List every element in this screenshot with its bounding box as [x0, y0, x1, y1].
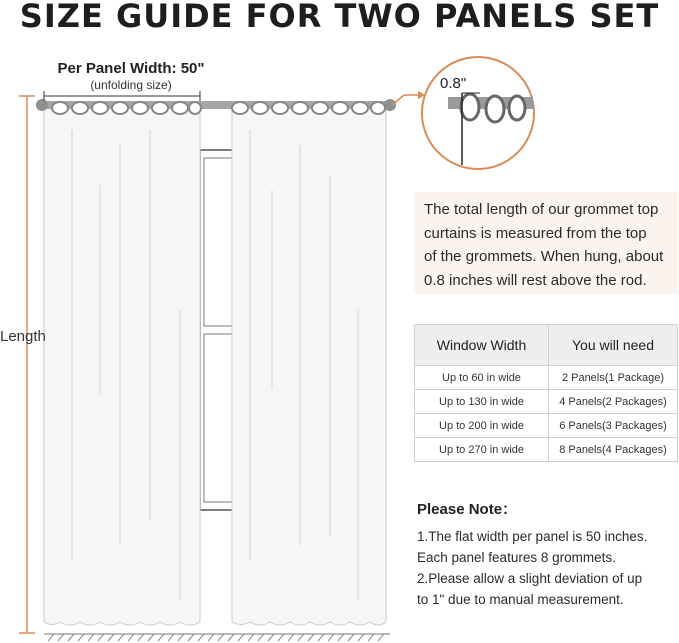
grommet-offset-label: 0.8" — [440, 75, 467, 92]
table-row — [415, 390, 678, 414]
table-row — [415, 414, 678, 438]
length-label: Length — [0, 328, 46, 345]
description-line: 0.8 inches will rest above the rod. — [424, 271, 647, 289]
left-curtain-panel — [44, 106, 200, 625]
length-description — [414, 192, 678, 294]
table-cell: 2 Panels(1 Package) — [549, 366, 678, 390]
table-row — [415, 366, 678, 390]
column-header-window-width: Window Width — [415, 325, 549, 366]
page-title: SIZE GUIDE FOR TWO PANELS SET — [19, 0, 660, 35]
table-cell: 4 Panels(2 Packages) — [549, 390, 678, 414]
table-cell: 6 Panels(3 Packages) — [549, 414, 678, 438]
grommet-row-left — [52, 102, 201, 114]
table-header-row — [415, 325, 678, 366]
table-cell: Up to 270 in wide — [415, 438, 549, 462]
table-row — [415, 438, 678, 462]
description-line: curtains is measured from the top — [424, 224, 647, 242]
description-line: of the grommets. When hung, about — [424, 248, 664, 265]
window-frame — [200, 150, 236, 510]
panel-width-label: Per Panel Width: 50" — [57, 60, 205, 77]
floor-hatching — [44, 634, 390, 641]
note-1 — [417, 526, 679, 568]
length-dimension-line — [19, 96, 35, 633]
right-curtain-panel — [232, 106, 386, 625]
note-2 — [417, 568, 679, 610]
panel-size-table — [414, 324, 678, 462]
table-cell: Up to 60 in wide — [415, 366, 549, 390]
note-line: to 1" due to manual measurement. — [417, 592, 624, 607]
grommet-zoom-detail — [422, 57, 534, 169]
width-dimension-line — [44, 91, 200, 101]
table-cell: Up to 200 in wide — [415, 414, 549, 438]
table-cell: Up to 130 in wide — [415, 390, 549, 414]
unfolding-size-label: (unfolding size) — [90, 78, 172, 92]
description-line: The total length of our grommet top — [424, 201, 659, 218]
note-line: Each panel features 8 grommets. — [417, 550, 616, 565]
note-line: 1.The flat width per panel is 50 inches. — [417, 529, 648, 544]
table-cell: 8 Panels(4 Packages) — [549, 438, 678, 462]
note-line: 2.Please allow a slight deviation of up — [417, 571, 643, 586]
column-header-you-will-need: You will need — [549, 325, 678, 366]
zoom-connector — [392, 91, 425, 105]
notes-title: Please Note： — [417, 501, 518, 518]
